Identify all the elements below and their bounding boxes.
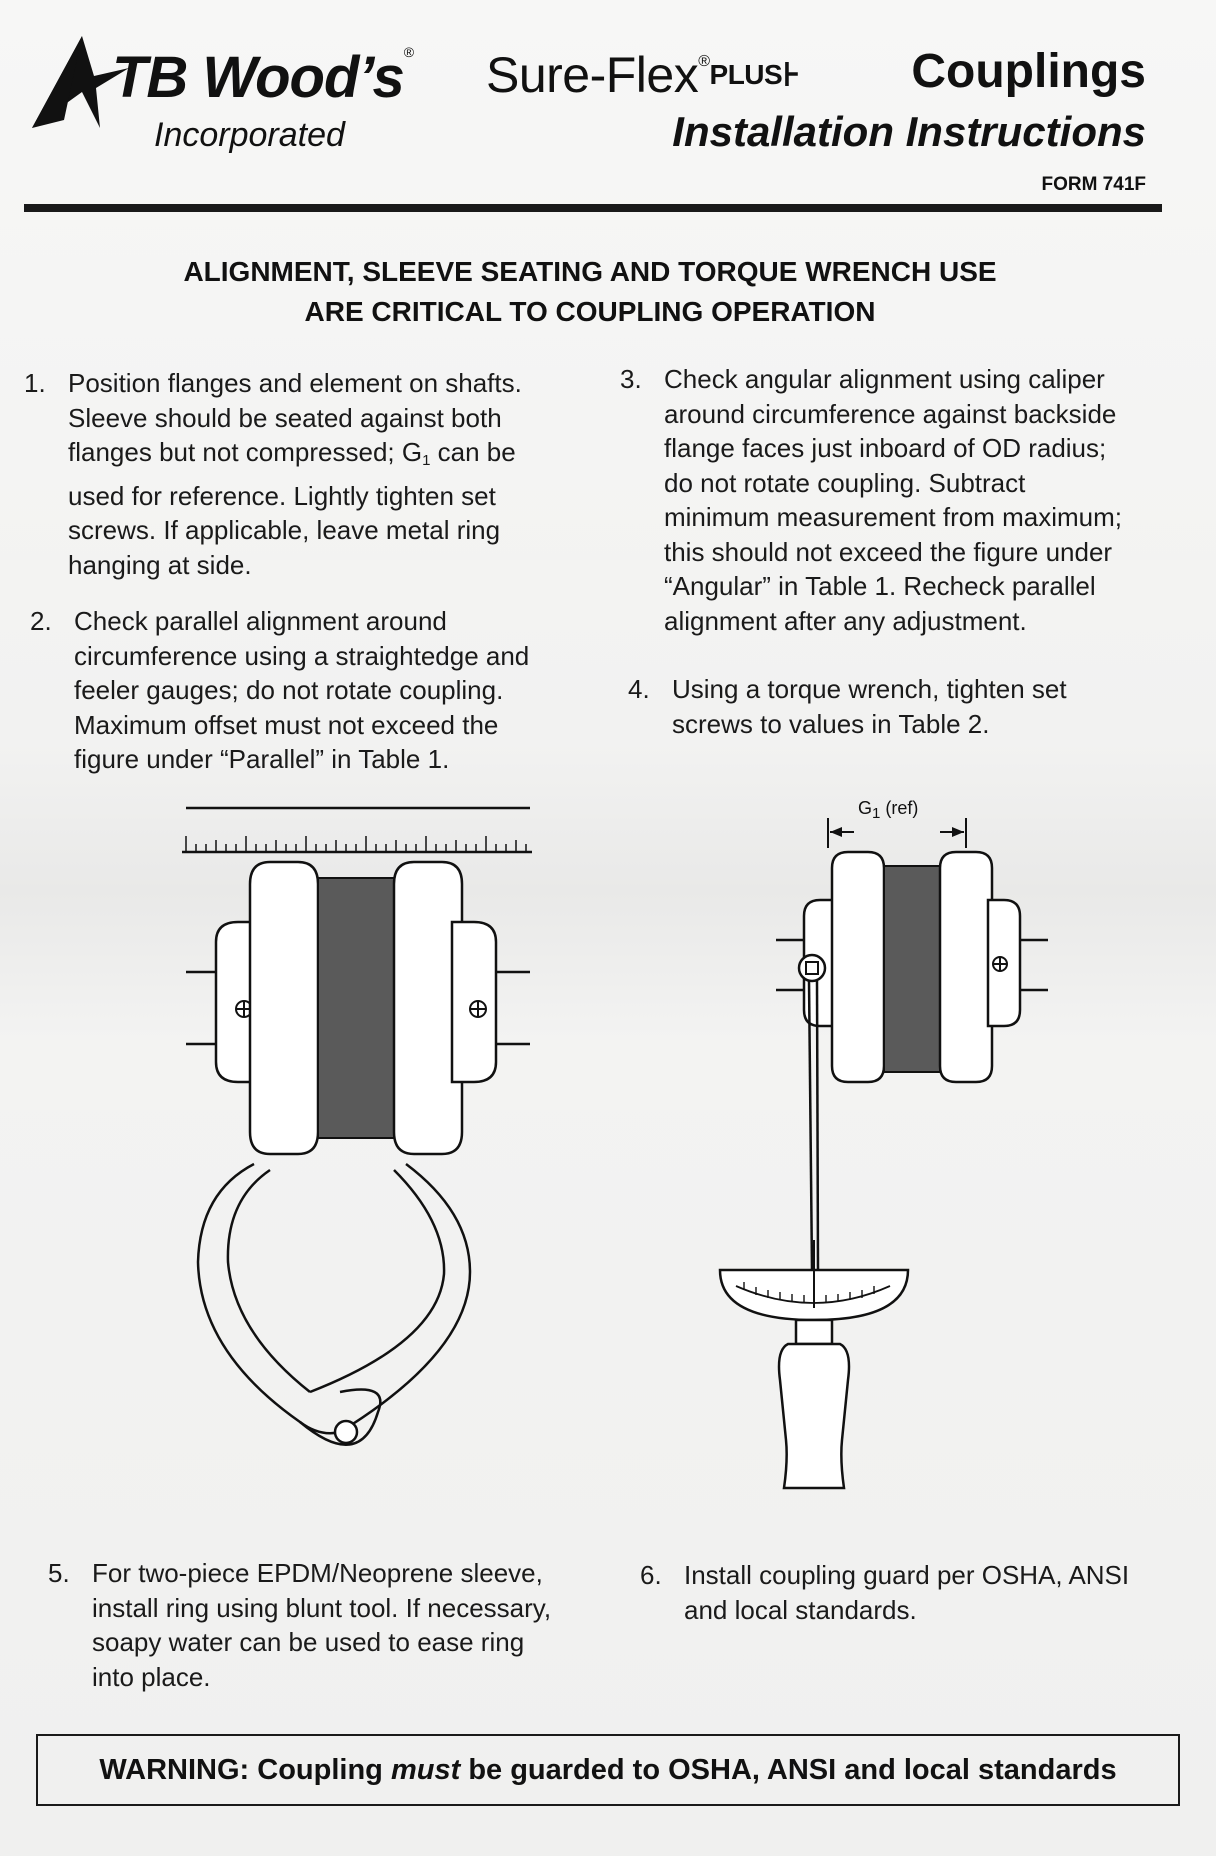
step-line: figure under “Parallel” in Table 1.	[74, 744, 450, 774]
step-number: 2.	[30, 606, 52, 636]
step-line: Using a torque wrench, tighten set	[672, 674, 1067, 704]
parallel-angular-alignment-diagram	[170, 792, 550, 1512]
step-text	[68, 366, 522, 582]
step-line: Position flanges and element on shafts.	[68, 368, 522, 398]
step-line: soapy water can be used to ease ring	[92, 1627, 525, 1657]
step-line: “Angular” in Table 1. Recheck parallel	[664, 571, 1096, 601]
step-line: hanging at side.	[68, 549, 252, 580]
warning-text: WARNING: Coupling	[99, 1753, 383, 1786]
step-line: Check angular alignment using caliper	[664, 364, 1105, 394]
brand-name: TB Wood’s®	[112, 44, 414, 110]
step-2	[30, 604, 590, 779]
caliper-pivot-icon	[335, 1421, 357, 1443]
document-subtitle: Installation Instructions	[672, 108, 1146, 155]
document-title: Couplings	[911, 45, 1146, 98]
headline-line: ARE CRITICAL TO COUPLING OPERATION	[304, 296, 876, 327]
step-line: around circumference against backside	[664, 398, 1117, 429]
warning-text: be guarded to OSHA, ANSI and local standards	[468, 1753, 1117, 1786]
brand-subtitle: Incorporated	[154, 116, 345, 154]
headline-line: ALIGNMENT, SLEEVE SEATING AND TORQUE WRENCH USE	[183, 256, 997, 287]
caliper-icon	[198, 1164, 470, 1445]
step-line: flange faces just inboard of OD radius;	[664, 433, 1107, 463]
step-line: install ring using blunt tool. If necessary,	[92, 1592, 552, 1623]
form-number: FORM 741F	[1041, 174, 1146, 195]
step-1	[24, 366, 584, 580]
step-line: Sleeve should be seated against both	[68, 402, 502, 433]
page-header	[24, 22, 1160, 212]
step-line: used for reference. Lightly tighten set	[68, 480, 496, 511]
step-number: 5.	[48, 1558, 70, 1588]
step-line: flanges but not compressed; G1 can be	[68, 437, 516, 469]
torque-wrench-diagram	[700, 800, 1060, 1520]
step-text	[74, 604, 529, 777]
step-line: Check parallel alignment around	[74, 606, 447, 636]
step-line: For two-piece EPDM/Neoprene sleeve,	[92, 1558, 543, 1588]
guard-warning-box	[36, 1734, 1180, 1806]
critical-headline	[100, 252, 1080, 332]
step-3	[620, 362, 1190, 642]
step-line: this should not exceed the figure under	[664, 536, 1113, 567]
product-name: Sure-Flex®PLUS⊦	[486, 47, 801, 103]
step-line: do not rotate coupling. Subtract	[664, 467, 1026, 498]
step-text	[684, 1558, 1129, 1627]
step-line: feeler gauges; do not rotate coupling.	[74, 675, 504, 705]
step-text	[672, 672, 1067, 741]
step-line: screws. If applicable, leave metal ring	[68, 515, 501, 545]
step-number: 1.	[24, 368, 46, 398]
step-number: 6.	[640, 1560, 662, 1590]
warning-emphasis: must	[390, 1753, 461, 1786]
header-divider	[24, 204, 1162, 212]
step-4	[628, 672, 1188, 742]
step-line: circumference using a straightedge and	[74, 640, 530, 671]
step-line: into place.	[92, 1661, 211, 1692]
torque-wrench-drawing	[700, 800, 1060, 1520]
straightedge-scale-ticks	[186, 836, 526, 852]
g1-ref-label: $G_1$ (ref)	[858, 798, 919, 822]
step-line: Install coupling guard per OSHA, ANSI	[684, 1560, 1130, 1590]
step-text	[664, 362, 1122, 638]
step-line: and local standards.	[684, 1594, 917, 1625]
step-line: minimum measurement from maximum;	[664, 502, 1122, 532]
step-line: screws to values in Table 2.	[672, 708, 990, 739]
step-5	[48, 1556, 608, 1696]
step-number: 3.	[620, 364, 642, 394]
step-line: Maximum offset must not exceed the	[74, 709, 499, 740]
plus-mark-icon: ⊦	[782, 56, 801, 94]
step-6	[640, 1558, 1160, 1628]
step-text	[92, 1556, 551, 1694]
step-line: alignment after any adjustment.	[664, 605, 1027, 636]
step-number: 4.	[628, 674, 650, 704]
